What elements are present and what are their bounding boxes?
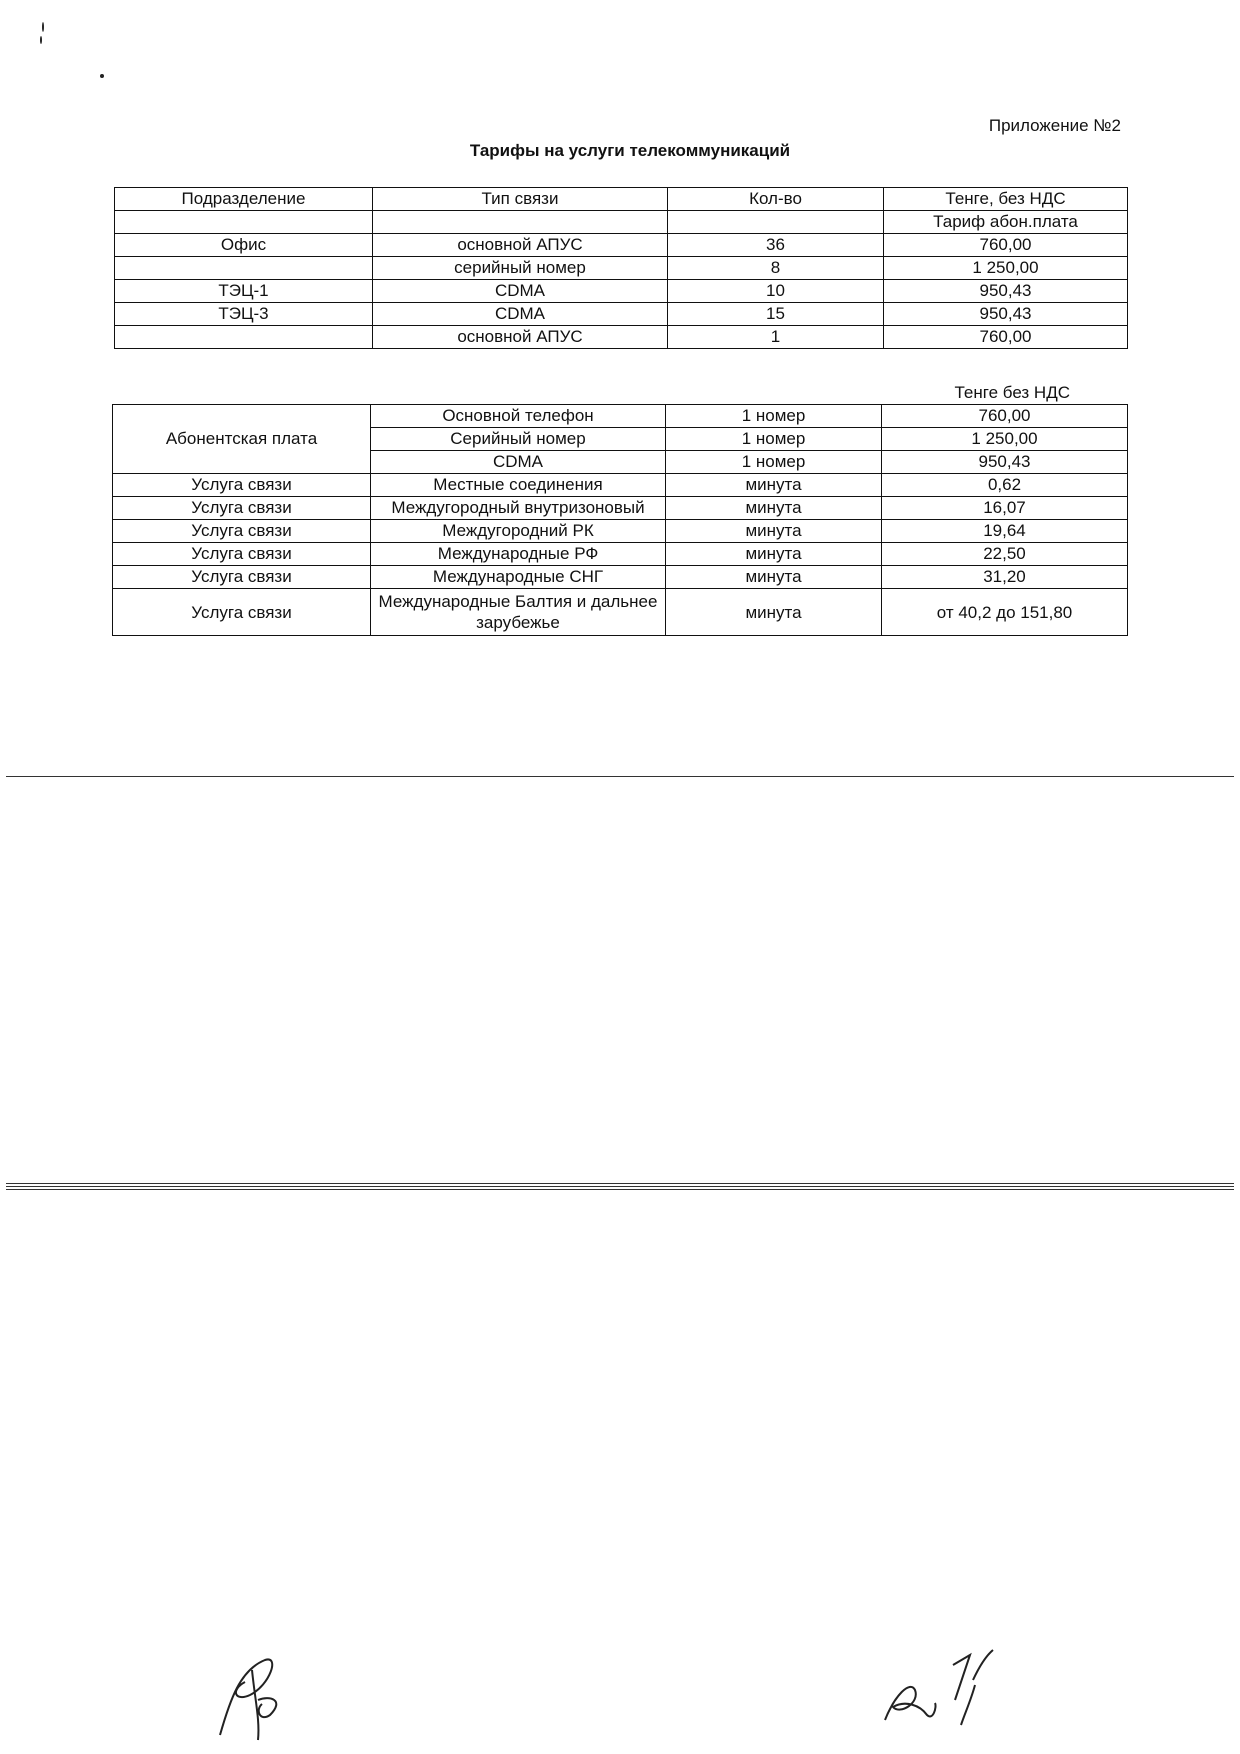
unit-cell: минута (666, 566, 882, 589)
unit-cell: минута (666, 497, 882, 520)
subscription-label: Абонентская плата (113, 405, 371, 474)
scan-divider (6, 1189, 1234, 1190)
table-cell (668, 211, 884, 234)
table-row (115, 257, 1128, 280)
service-cell: Основной телефон (371, 405, 666, 428)
qty-cell: 15 (668, 303, 884, 326)
category-cell: Услуга связи (113, 543, 371, 566)
price-cell: 760,00 (882, 405, 1128, 428)
unit-cell: минута (666, 543, 882, 566)
price-cell: 16,07 (882, 497, 1128, 520)
scan-speck (40, 36, 42, 44)
table-row (115, 326, 1128, 349)
service-cell: Международные РФ (371, 543, 666, 566)
tariff-table-services (112, 404, 1128, 636)
price-cell: 19,64 (882, 520, 1128, 543)
annex-label: Приложение №2 (988, 116, 1121, 135)
qty-cell: 36 (668, 234, 884, 257)
scan-divider (6, 776, 1234, 777)
header-division: Подразделение (115, 188, 373, 211)
table-row (113, 497, 1128, 520)
qty-cell: 1 (668, 326, 884, 349)
division-cell: Офис (115, 234, 373, 257)
type-cell: серийный номер (373, 257, 668, 280)
service-cell: Международные Балтия и дальнее зарубежье (371, 589, 666, 636)
division-cell: ТЭЦ-3 (115, 303, 373, 326)
unit-label: Тенге без НДС (954, 383, 1070, 402)
qty-cell: 10 (668, 280, 884, 303)
table-row (115, 303, 1128, 326)
unit-cell: минута (666, 474, 882, 497)
scan-speck (100, 74, 104, 78)
tariff-cell: 950,43 (884, 303, 1128, 326)
category-cell: Услуга связи (113, 566, 371, 589)
table-row (113, 543, 1128, 566)
table-cell (373, 211, 668, 234)
signature-left (210, 1640, 300, 1750)
table-header-row (115, 188, 1128, 211)
scan-divider (6, 1183, 1234, 1184)
service-cell: Междугородний РК (371, 520, 666, 543)
tariff-table-divisions (114, 187, 1128, 349)
category-cell: Услуга связи (113, 520, 371, 543)
type-cell: основной АПУС (373, 234, 668, 257)
price-cell: 1 250,00 (882, 428, 1128, 451)
category-cell: Услуга связи (113, 497, 371, 520)
scan-speck (42, 22, 44, 32)
signature-right (875, 1645, 1005, 1735)
category-cell: Услуга связи (113, 474, 371, 497)
service-cell: Серийный номер (371, 428, 666, 451)
subheader-tariff: Тариф абон.плата (884, 211, 1128, 234)
qty-cell: 8 (668, 257, 884, 280)
table-row (115, 234, 1128, 257)
price-cell: 950,43 (882, 451, 1128, 474)
service-cell: CDMA (371, 451, 666, 474)
price-cell: 22,50 (882, 543, 1128, 566)
unit-cell: 1 номер (666, 405, 882, 428)
table-row (113, 474, 1128, 497)
service-cell: Международные СНГ (371, 566, 666, 589)
unit-cell: 1 номер (666, 428, 882, 451)
division-cell (115, 257, 373, 280)
type-cell: основной АПУС (373, 326, 668, 349)
division-cell (115, 326, 373, 349)
scan-divider (6, 1186, 1234, 1187)
division-cell: ТЭЦ-1 (115, 280, 373, 303)
table-subheader-row (115, 211, 1128, 234)
table-row (113, 520, 1128, 543)
price-cell: 0,62 (882, 474, 1128, 497)
table-row (113, 405, 1128, 428)
tariff-cell: 950,43 (884, 280, 1128, 303)
table-row (113, 566, 1128, 589)
document-title: Тарифы на услуги телекоммуникаций (469, 141, 791, 160)
category-cell: Услуга связи (113, 589, 371, 636)
table-row (115, 280, 1128, 303)
service-cell: Междугородный внутризоновый (371, 497, 666, 520)
header-type: Тип связи (373, 188, 668, 211)
price-cell: от 40,2 до 151,80 (882, 589, 1128, 636)
price-cell: 31,20 (882, 566, 1128, 589)
tariff-cell: 1 250,00 (884, 257, 1128, 280)
type-cell: CDMA (373, 303, 668, 326)
unit-cell: 1 номер (666, 451, 882, 474)
table-cell (115, 211, 373, 234)
unit-cell: минута (666, 520, 882, 543)
service-cell: Местные соединения (371, 474, 666, 497)
header-qty: Кол-во (668, 188, 884, 211)
type-cell: CDMA (373, 280, 668, 303)
tariff-cell: 760,00 (884, 326, 1128, 349)
tariff-cell: 760,00 (884, 234, 1128, 257)
header-tariff: Тенге, без НДС (884, 188, 1128, 211)
unit-cell: минута (666, 589, 882, 636)
table-row (113, 589, 1128, 636)
